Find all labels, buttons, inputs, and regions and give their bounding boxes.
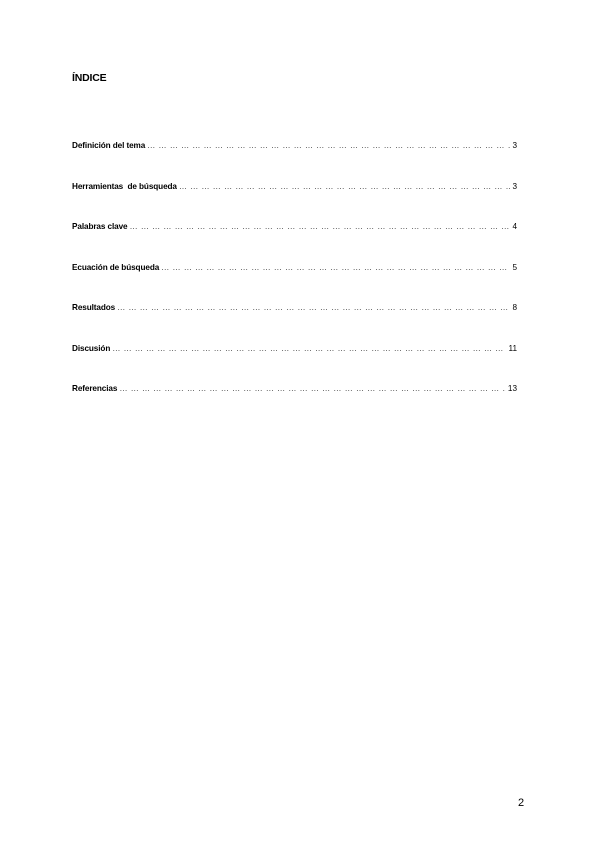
- toc-dot-leader: [161, 263, 510, 272]
- toc-dot-leader: [147, 141, 510, 150]
- toc-entry-resultados: [72, 303, 517, 344]
- table-of-contents: [72, 141, 517, 425]
- toc-dot-leader: [112, 344, 506, 353]
- toc-entry-title: Resultados: [72, 303, 116, 312]
- toc-entry-page: 3: [512, 141, 517, 150]
- page-number: 2: [518, 797, 525, 809]
- toc-entry-page: 13: [507, 384, 517, 393]
- toc-entry-title: Palabras clave: [72, 222, 128, 231]
- toc-entry-title: Discusión: [72, 343, 111, 353]
- toc-entry-referencias: [72, 384, 517, 425]
- toc-dot-leader: [119, 384, 506, 393]
- toc-dot-leader: [179, 182, 511, 191]
- toc-entry-title: Herramientas de búsqueda: [72, 181, 177, 191]
- toc-dot-leader: [130, 222, 511, 231]
- toc-entry-title: Referencias: [72, 384, 118, 393]
- toc-entry-page: 4: [512, 222, 517, 231]
- toc-entry-title: Ecuación de búsqueda: [72, 262, 160, 272]
- toc-entry-page: 3: [512, 181, 517, 191]
- index-heading: ÍNDICE: [72, 72, 107, 84]
- toc-entry-discusion: [72, 344, 517, 385]
- toc-entry-ecuacion: [72, 263, 517, 304]
- toc-entry-page: 5: [512, 262, 517, 272]
- toc-entry-palabras-clave: [72, 222, 517, 263]
- toc-entry-herramientas: [72, 182, 517, 223]
- toc-entry-title: Definición del tema: [72, 141, 146, 150]
- toc-entry-definicion: [72, 141, 517, 182]
- toc-entry-page: 11: [508, 343, 517, 353]
- toc-entry-page: 8: [512, 303, 517, 312]
- toc-dot-leader: [117, 303, 510, 312]
